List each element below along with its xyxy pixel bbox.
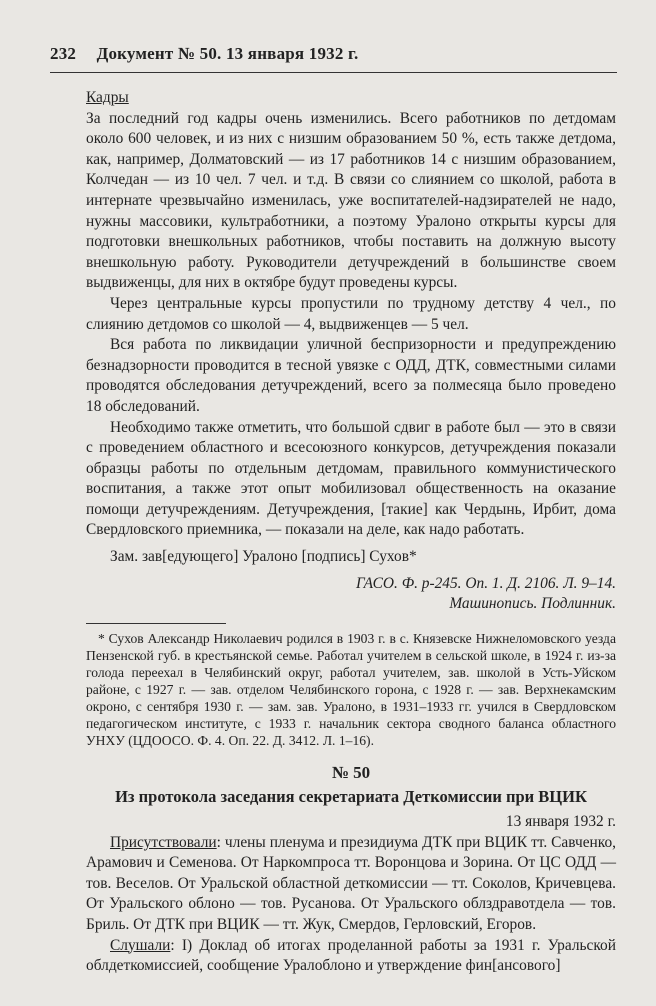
running-title: Документ № 50. 13 января 1932 г. xyxy=(96,44,359,63)
paragraph-3: Вся работа по ликвидации уличной беспризорности и предупреждению безнадзорности проводится в тесной увязке с ОДД, ДТК, совместными силами проводятся обследования детучреждений, всего за полмесяца было проведено 18 обследований. xyxy=(86,336,616,415)
page-number: 232 xyxy=(50,44,77,63)
heard-text: : I) Доклад об итогах проделанной работы за 1931 г. Уральской облдеткомиссией, сообщение Уралоблоно и утверждение фин[ансового] xyxy=(86,936,616,975)
body-text xyxy=(86,88,616,977)
paragraph-2: Через центральные курсы пропустили по трудному детству 4 чел., по слиянию детдомов со школой — 4, выдвиженцев — 5 чел. xyxy=(86,294,616,333)
heard-paragraph xyxy=(86,936,616,977)
present-text: : члены пленума и президиума ДТК при ВЦИК тт. Савченко, Арамович и Семенова. От Наркомпроса тт. Воронцова и Зорина. От ЦС ОДД — тов. Веселов. От Уральской областной деткомиссии — тт. Соколов, Кричевцева. От Уральского облоно — тов. Русанова. От Уральского облздравотдела — тов. Бриль. От ДТК при ВЦИК — тт. Жук, Смердов, Герловский, Егоров. xyxy=(86,833,616,933)
document-type: Машинопись. Подлинник. xyxy=(449,595,616,613)
footnote: * Сухов Александр Николаевич родился в 1903 г. в с. Князевске Нижнеломовского уезда Пензенской губ. в крестьянской семье. Работал учителем в сельской школе, в 1924 г. из-за голода переехал в Челябинский округ, работал учителем, зав. школой в Усть-Уйском районе, с 1927 г. — зав. отделом Челябинского горона, с 1928 г. — зав. Верхнекамским окроно, с сентября 1930 г. — зам. зав. Уралоно, в 1931–1933 гг. учился в Свердловском педагогическом институте, с 1933 г. начальник сектора сводного баланса областного УНХУ (ЦДООСО. Ф. 4. Оп. 22. Д. 3412. Л. 1–16). xyxy=(86,630,616,748)
paragraph-4: Необходимо также отметить, что большой сдвиг в работе был — это в связи с проведением областного и всесоюзного конкурсов, детучреждения показали образцы работы по отдельным детдомам, правильного коммунистического воспитания, а также этот опыт мобилизовал общественность на оказание помощи детучреждениям. Детучреждения, [такие] как Чердынь, Ирбит, дома Свердловского приемника, — показали на деле, как надо работать. xyxy=(86,418,616,539)
paragraph-1: За последний год кадры очень изменились. Всего работников по детдомам около 600 человек, и из них с низшим образованием 50 %, есть также детдома, как, например, Долматовский — из 17 работников 14 с низшим образованием, Колчедан — из 10 чел. 7 чел. и т.д. В связи со слиянием со школой, работа в интернате чрезвычайно изменилась, уже воспитателей-надзирателей не надо, нужны массовики, культработники, а поэтому Уралоно открыты курсы для подготовки внешкольных работников, чтобы поставить на должную высоту внешкольную работу. Руководители детучреждений в большинстве своем выдвиженцы, для них в октябре будут проведены курсы. xyxy=(86,109,616,292)
document-number: № 50 xyxy=(331,762,371,782)
footnote-rule xyxy=(86,623,226,624)
heard-label: Слушали xyxy=(110,936,171,954)
document-title: Из протокола заседания секретариата Деткомиссии при ВЦИК xyxy=(115,787,587,807)
running-header xyxy=(50,44,616,64)
present-label: Присутствовали xyxy=(110,833,217,851)
archive-reference: ГАСО. Ф. р-245. Оп. 1. Д. 2106. Л. 9–14. xyxy=(356,574,616,592)
present-paragraph xyxy=(86,833,616,936)
section-heading: Кадры xyxy=(86,89,129,106)
signature-line: Зам. зав[едующего] Уралоно [подпись] Сухов* xyxy=(110,548,417,566)
document-date: 13 января 1932 г. xyxy=(505,813,616,831)
header-rule xyxy=(50,72,617,73)
